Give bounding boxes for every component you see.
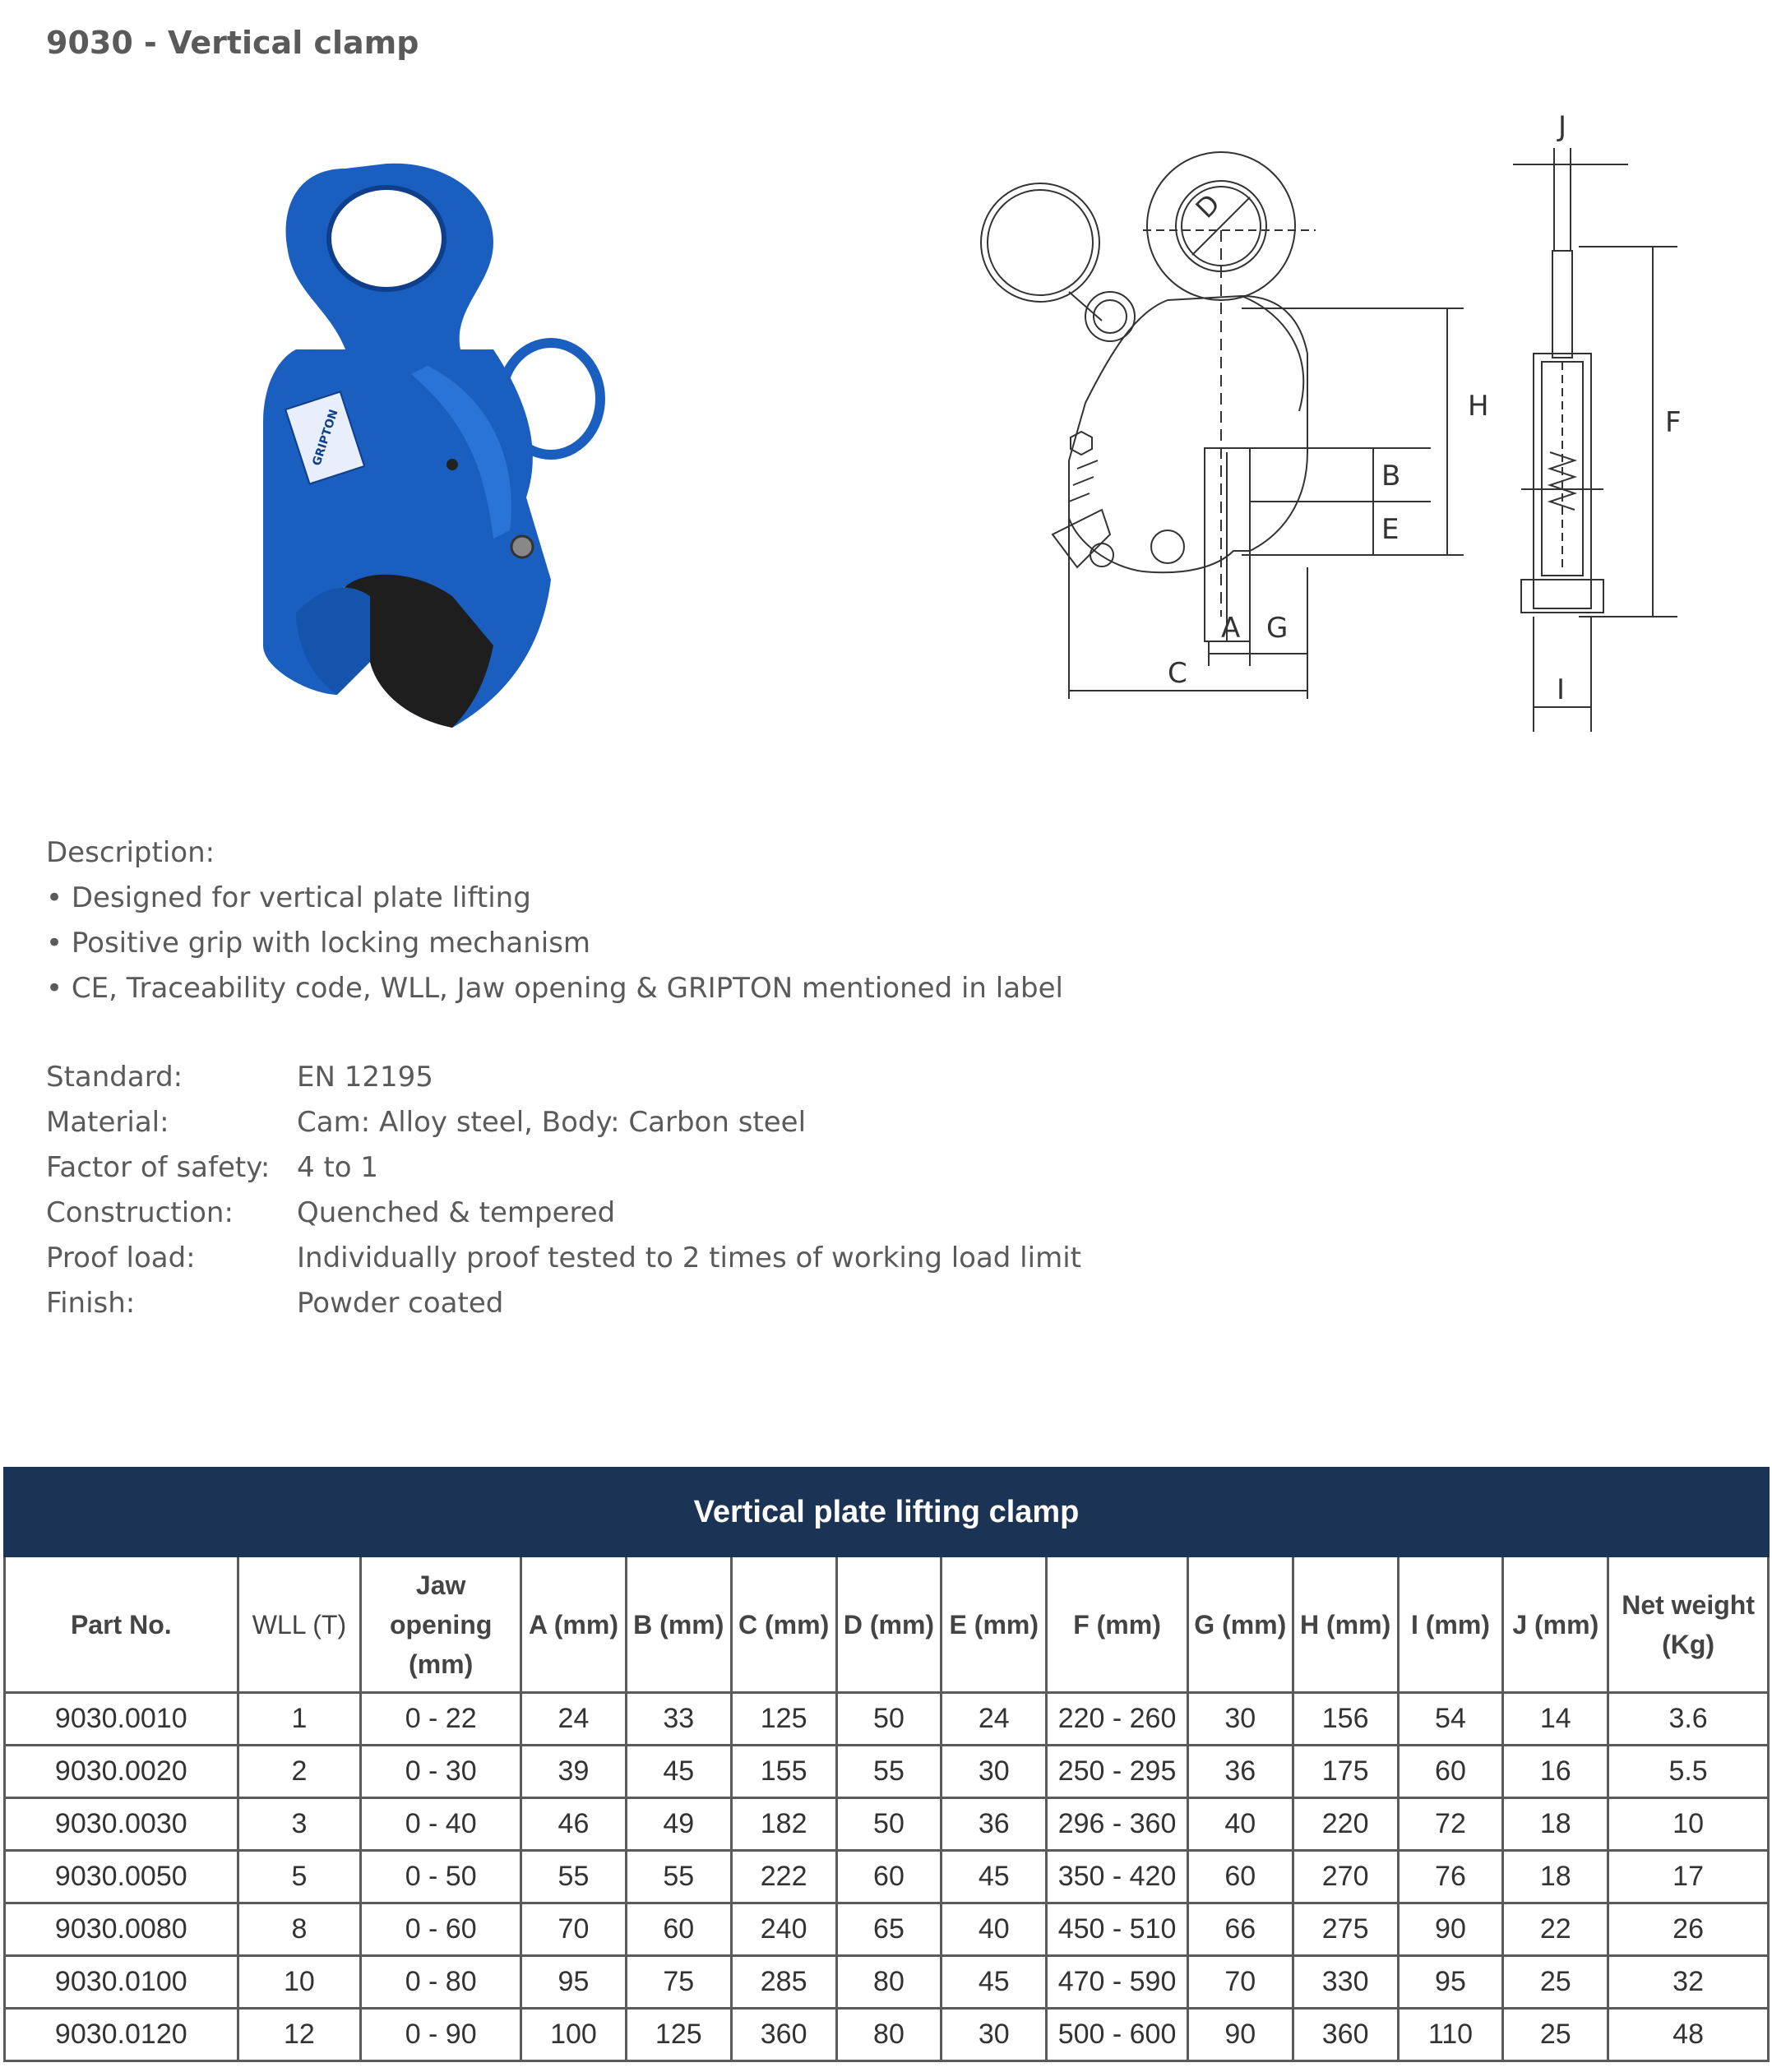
clamp-product-image — [247, 152, 625, 744]
table-cell: 55 — [836, 1746, 942, 1798]
table-header-row — [5, 1556, 1769, 1693]
table-cell: 49 — [626, 1798, 731, 1851]
table-cell: 50 — [836, 1798, 942, 1851]
table-cell: 66 — [1187, 1903, 1293, 1956]
description-bullet: • CE, Traceability code, WLL, Jaw opening & GRIPTON mentioned in label — [46, 972, 1063, 1005]
label-b: B — [1381, 460, 1401, 493]
table-cell: 24 — [521, 1693, 627, 1746]
table-cell: 9030.0050 — [5, 1851, 238, 1903]
label-i: I — [1557, 673, 1566, 706]
table-cell: 3.6 — [1608, 1693, 1769, 1746]
table-cell: 470 - 590 — [1047, 1956, 1188, 2009]
spec-label: Standard: — [46, 1061, 183, 1094]
spec-label: Factor of safety: — [46, 1151, 271, 1184]
column-header: H (mm) — [1293, 1556, 1398, 1693]
table-cell: 33 — [626, 1693, 731, 1746]
table-cell: 25 — [1503, 1956, 1608, 2009]
spec-label: Proof load: — [46, 1242, 196, 1274]
table-cell: 450 - 510 — [1047, 1903, 1188, 1956]
table-cell: 60 — [626, 1903, 731, 1956]
table-cell: 360 — [1293, 2009, 1398, 2061]
table-cell: 60 — [1398, 1746, 1503, 1798]
column-header: E (mm) — [942, 1556, 1047, 1693]
table-cell: 275 — [1293, 1903, 1398, 1956]
label-text: GRIPTON — [310, 408, 341, 468]
table-cell: 36 — [942, 1798, 1047, 1851]
table-cell: 250 - 295 — [1047, 1746, 1188, 1798]
table-cell: 32 — [1608, 1956, 1769, 2009]
table-cell: 3 — [238, 1798, 361, 1851]
label-c: C — [1168, 657, 1187, 690]
table-cell: 9030.0020 — [5, 1746, 238, 1798]
table-cell: 0 - 30 — [361, 1746, 521, 1798]
column-header: Part No. — [5, 1556, 238, 1693]
table-cell: 270 — [1293, 1851, 1398, 1903]
spec-row — [46, 1100, 1081, 1145]
column-header: WLL (T) — [238, 1556, 361, 1693]
table-cell: 240 — [731, 1903, 836, 1956]
table-cell: 156 — [1293, 1693, 1398, 1746]
table-cell: 18 — [1503, 1798, 1608, 1851]
spec-row — [46, 1191, 1081, 1236]
table-cell: 110 — [1398, 2009, 1503, 2061]
table-cell: 40 — [1187, 1798, 1293, 1851]
table-cell: 125 — [731, 1693, 836, 1746]
spec-value: Individually proof tested to 2 times of working load limit — [297, 1242, 1081, 1274]
table-cell: 14 — [1503, 1693, 1608, 1746]
spec-label: Construction: — [46, 1196, 234, 1229]
table-caption: Vertical plate lifting clamp — [5, 1468, 1769, 1556]
table-row — [5, 1746, 1769, 1798]
table-cell: 60 — [1187, 1851, 1293, 1903]
table-cell: 0 - 90 — [361, 2009, 521, 2061]
table-cell: 18 — [1503, 1851, 1608, 1903]
table-cell: 70 — [1187, 1956, 1293, 2009]
spec-value: Cam: Alloy steel, Body: Carbon steel — [297, 1106, 807, 1139]
table-cell: 9030.0100 — [5, 1956, 238, 2009]
dimension-drawing — [970, 107, 1710, 748]
table-cell: 90 — [1187, 2009, 1293, 2061]
specification-table — [3, 1467, 1770, 2062]
table-cell: 80 — [836, 1956, 942, 2009]
table-cell: 155 — [731, 1746, 836, 1798]
table-cell: 500 - 600 — [1047, 2009, 1188, 2061]
table-cell: 95 — [521, 1956, 627, 2009]
table-cell: 2 — [238, 1746, 361, 1798]
table-cell: 24 — [942, 1693, 1047, 1746]
table-row — [5, 1956, 1769, 2009]
table-cell: 25 — [1503, 2009, 1608, 2061]
table-cell: 40 — [942, 1903, 1047, 1956]
table-cell: 70 — [521, 1903, 627, 1956]
table-cell: 285 — [731, 1956, 836, 2009]
table-cell: 9030.0120 — [5, 2009, 238, 2061]
table-cell: 222 — [731, 1851, 836, 1903]
spec-label: Material: — [46, 1106, 169, 1139]
table-cell: 54 — [1398, 1693, 1503, 1746]
table-cell: 0 - 80 — [361, 1956, 521, 2009]
table-cell: 39 — [521, 1746, 627, 1798]
label-j: J — [1558, 110, 1567, 143]
spec-value: Powder coated — [297, 1287, 504, 1320]
spec-row — [46, 1236, 1081, 1281]
table-cell: 55 — [521, 1851, 627, 1903]
column-header: B (mm) — [626, 1556, 731, 1693]
page-title: 9030 - Vertical clamp — [46, 25, 419, 61]
label-h: H — [1468, 390, 1489, 423]
table-cell: 125 — [626, 2009, 731, 2061]
table-cell: 90 — [1398, 1903, 1503, 1956]
table-cell: 182 — [731, 1798, 836, 1851]
table-cell: 17 — [1608, 1851, 1769, 1903]
label-d: D — [1189, 187, 1227, 224]
table-cell: 296 - 360 — [1047, 1798, 1188, 1851]
table-cell: 30 — [1187, 1693, 1293, 1746]
table-cell: 9030.0010 — [5, 1693, 238, 1746]
table-cell: 5.5 — [1608, 1746, 1769, 1798]
table-row — [5, 1903, 1769, 1956]
column-header: C (mm) — [731, 1556, 836, 1693]
table-cell: 45 — [942, 1851, 1047, 1903]
table-cell: 48 — [1608, 2009, 1769, 2061]
table-cell: 50 — [836, 1693, 942, 1746]
table-cell: 5 — [238, 1851, 361, 1903]
table-cell: 46 — [521, 1798, 627, 1851]
spec-row — [46, 1281, 1081, 1326]
column-header: A (mm) — [521, 1556, 627, 1693]
table-cell: 30 — [942, 2009, 1047, 2061]
table-cell: 22 — [1503, 1903, 1608, 1956]
table-cell: 55 — [626, 1851, 731, 1903]
column-header: D (mm) — [836, 1556, 942, 1693]
table-cell: 45 — [626, 1746, 731, 1798]
table-cell: 36 — [1187, 1746, 1293, 1798]
table-cell: 72 — [1398, 1798, 1503, 1851]
table-cell: 9030.0030 — [5, 1798, 238, 1851]
table-cell: 10 — [238, 1956, 361, 2009]
label-g: G — [1266, 612, 1289, 645]
table-cell: 76 — [1398, 1851, 1503, 1903]
column-header: J (mm) — [1503, 1556, 1608, 1693]
specifications — [46, 1055, 1081, 1326]
table-cell: 350 - 420 — [1047, 1851, 1188, 1903]
column-header: G (mm) — [1187, 1556, 1293, 1693]
table-cell: 9030.0080 — [5, 1903, 238, 1956]
table-row — [5, 1693, 1769, 1746]
spec-value: Quenched & tempered — [297, 1196, 616, 1229]
label-f: F — [1665, 406, 1682, 439]
column-header: Net weight (Kg) — [1608, 1556, 1769, 1693]
table-cell: 10 — [1608, 1798, 1769, 1851]
table-cell: 60 — [836, 1851, 942, 1903]
spec-row — [46, 1055, 1081, 1100]
table-cell: 16 — [1503, 1746, 1608, 1798]
table-cell: 65 — [836, 1903, 942, 1956]
table-cell: 45 — [942, 1956, 1047, 2009]
table-cell: 330 — [1293, 1956, 1398, 2009]
table-cell: 75 — [626, 1956, 731, 2009]
table-cell: 100 — [521, 2009, 627, 2061]
table-row — [5, 1798, 1769, 1851]
table-cell: 26 — [1608, 1903, 1769, 1956]
table-cell: 12 — [238, 2009, 361, 2061]
table-cell: 30 — [942, 1746, 1047, 1798]
table-cell: 220 - 260 — [1047, 1693, 1188, 1746]
table-cell: 0 - 40 — [361, 1798, 521, 1851]
table-row — [5, 2009, 1769, 2061]
description-heading: Description: — [46, 836, 215, 869]
spec-row — [46, 1145, 1081, 1191]
table-cell: 0 - 22 — [361, 1693, 521, 1746]
column-header: I (mm) — [1398, 1556, 1503, 1693]
spec-value: 4 to 1 — [297, 1151, 379, 1184]
table-cell: 360 — [731, 2009, 836, 2061]
label-a: A — [1221, 612, 1241, 645]
description-bullet: • Designed for vertical plate lifting — [46, 881, 531, 914]
table-cell: 95 — [1398, 1956, 1503, 2009]
column-header: F (mm) — [1047, 1556, 1188, 1693]
table-cell: 8 — [238, 1903, 361, 1956]
description-bullet: • Positive grip with locking mechanism — [46, 927, 591, 960]
table-cell: 1 — [238, 1693, 361, 1746]
label-e: E — [1381, 513, 1400, 546]
table-cell: 0 - 60 — [361, 1903, 521, 1956]
table-cell: 0 - 50 — [361, 1851, 521, 1903]
spec-value: EN 12195 — [297, 1061, 433, 1094]
table-cell: 220 — [1293, 1798, 1398, 1851]
table-cell: 80 — [836, 2009, 942, 2061]
spec-label: Finish: — [46, 1287, 136, 1320]
table-row — [5, 1851, 1769, 1903]
column-header: Jaw opening (mm) — [361, 1556, 521, 1693]
table-cell: 175 — [1293, 1746, 1398, 1798]
description — [46, 830, 1063, 1011]
